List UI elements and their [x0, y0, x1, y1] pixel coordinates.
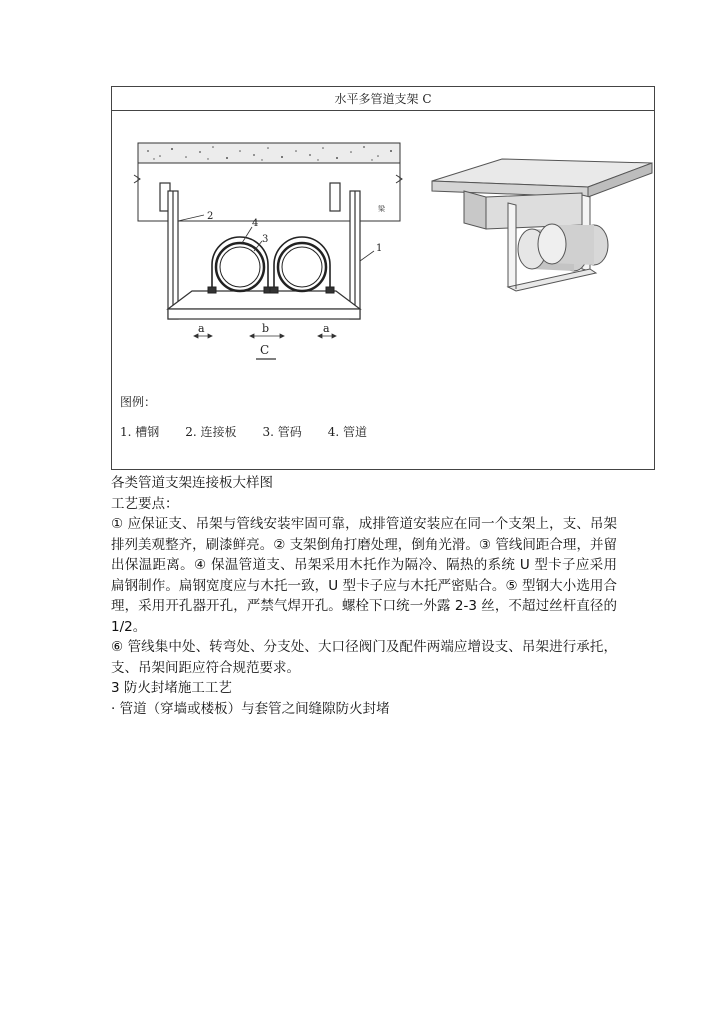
support-drawing: [112, 111, 654, 391]
legend-list: [120, 423, 367, 440]
legend-item: 3. 管码: [262, 425, 302, 439]
label-2: 2: [207, 211, 214, 222]
pipes: [208, 237, 334, 293]
dim-b: b: [262, 322, 270, 335]
dim-a-left: a: [198, 322, 205, 335]
bullet-line: · 管道（穿墙或楼板）与套管之间缝隙防火封堵: [111, 700, 390, 717]
paragraph: ⑥ 管线集中处、转弯处、分支处、大口径阀门及配件两端应增设支、吊架进行承托，支、吊架间距应符合规范要求。: [111, 639, 617, 676]
label-4: 4: [252, 218, 259, 229]
subtitle: 工艺要点：: [111, 495, 179, 512]
legend-item: 2. 连接板: [185, 425, 237, 439]
figure-title: 水平多管道支架 C: [112, 87, 654, 111]
label-3: 3: [262, 234, 269, 245]
concrete-slab: [138, 143, 400, 163]
label-beam: 梁: [378, 205, 385, 213]
figure-caption: 各类管道支架连接板大样图: [111, 475, 273, 491]
figure-frame: [111, 86, 655, 470]
legend-title: 图例：: [120, 395, 157, 409]
section-label: C: [260, 343, 270, 357]
legend-item: 1. 槽钢: [120, 425, 160, 439]
isometric-view: [432, 159, 652, 291]
hanger-frame: [160, 183, 360, 319]
section-title: 3 防火封堵施工工艺: [111, 680, 232, 696]
dim-a-right: a: [323, 322, 330, 335]
label-1: 1: [376, 243, 383, 254]
paragraphs: [111, 514, 617, 678]
legend-item: 4. 管道: [327, 425, 368, 439]
paragraph: ① 应保证支、吊架与管线安装牢固可靠，成排管道安装应在同一个支架上，支、吊架排列美观整齐，刷漆鲜亮。② 支架倒角打磨处理，倒角光滑。③ 管线间距合理，并留出保温距离。④ 保温管道支、吊架采用木托作为隔冷、隔热的系统 U 型卡子应采用扁钢制作。扁钢宽度应与木托一致，U 型卡子应与木托严密贴合。⑤ 型钢大小选用合理，采用开孔器开孔，严禁气焊开孔。螺栓下口统一外露 2-3 丝，不超过丝杆直径的 1/2。: [111, 516, 617, 635]
body-text-area: [111, 473, 617, 719]
